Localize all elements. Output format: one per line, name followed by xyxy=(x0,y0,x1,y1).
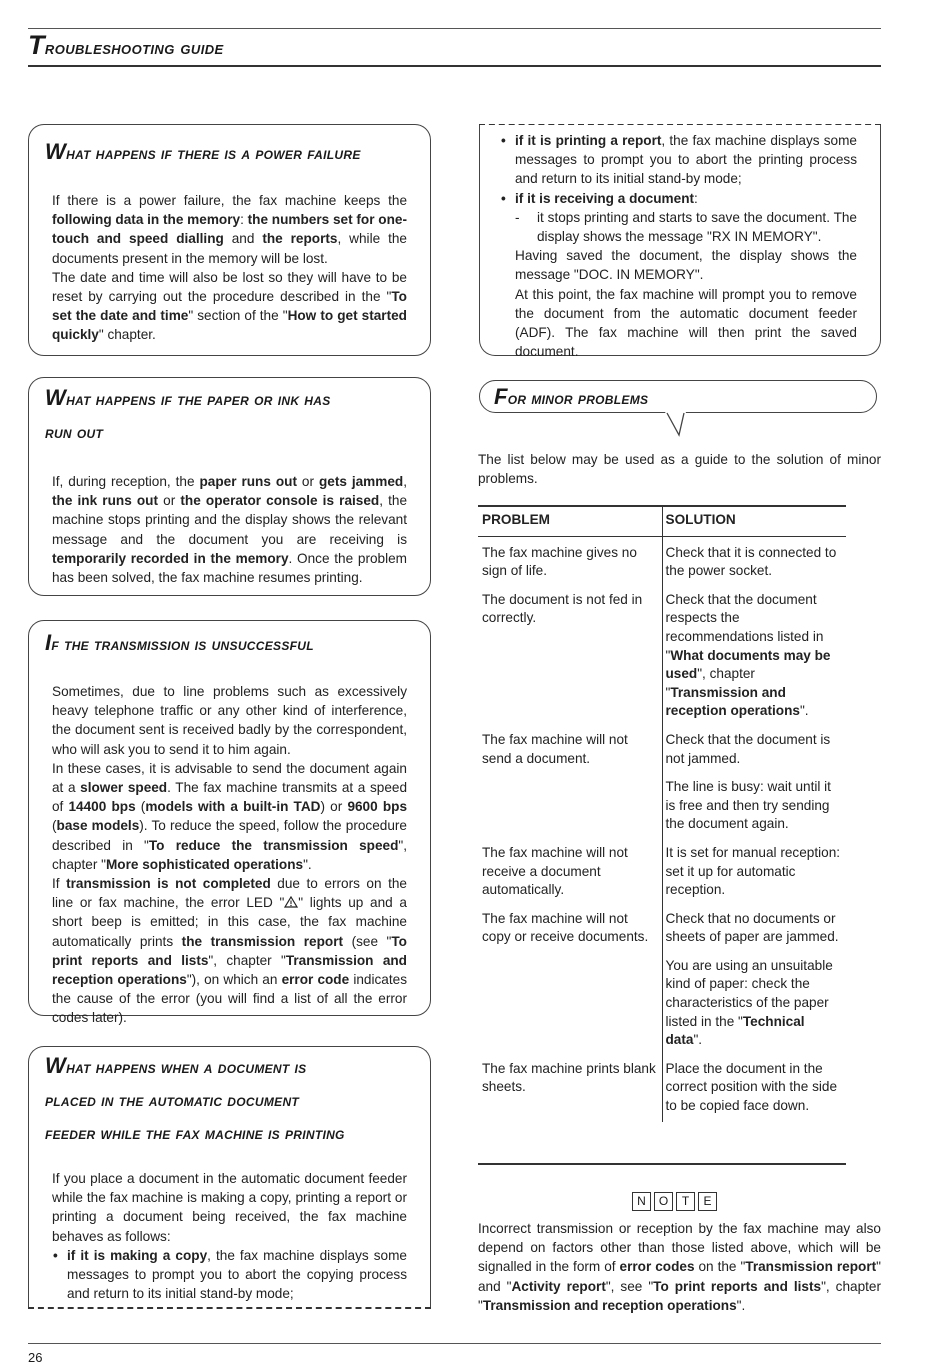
problem-cell: The fax machine will not copy or receive documents. xyxy=(478,906,662,953)
table-header-row xyxy=(478,506,846,536)
table-row xyxy=(478,727,846,774)
solution-cell: It is set for manual reception: set it up for automatic reception. xyxy=(665,844,841,898)
solution-cell: Place the document in the correct position with the side to be copied face down. xyxy=(665,1060,838,1114)
transmission-text: Sometimes, due to line problems such as excessively heavy telephone traffic or any other kind of interference, the document sent is received badly by the correspondent, who will ask you to send it to him again. In these cases, it is advisable to send the document again at a slower speed. The fax machine transmits at a speed of 14400 bps (models with a built-in TAD) or 9600 bps (base models). To reduce the speed, follow the procedure described in "To reduce the transmission speed", chapter "More sophisticated operations". If transmission is not completed due to errors on the line or fax machine, the error LED " " lights up and a short beep is emitted; in this case, the fax machine automatically prints the transmission report (see "To print reports and lists", chapter "Transmission and reception operations"), on which an error code indicates the cause of the error (you will find a list of all the error codes later). xyxy=(52,684,408,1026)
transmission-box xyxy=(28,620,431,1026)
page-number: 26 xyxy=(28,1350,43,1365)
transmission-title xyxy=(45,626,314,661)
adf-title xyxy=(45,1049,345,1150)
problem-cell: The fax machine will not receive a document automatically. xyxy=(478,840,662,906)
table-row xyxy=(478,906,846,953)
page-title-rest: roubleshooting guide xyxy=(44,38,224,59)
adf-title-line2: placed in the automatic document xyxy=(45,1091,300,1110)
note-label xyxy=(632,1192,720,1211)
problem-cell: The document is not fed in correctly. xyxy=(478,587,662,727)
power-failure-title xyxy=(45,135,361,170)
continuation-text: • if it is printing a report, the fax machine displays some messages to prompt you to abort the printing process and return to its initial stand-by mode; • if it is receiving a document: - it stops printing and starts to save the document. The display shows the message "RX IN MEMORY". Having saved the document, the display shows the message "DOC. IN MEMORY". At this point, the fax machine will prompt you to remove the document from the automatic document feeder (ADF). The fax machine will then print the saved document. xyxy=(500,131,857,361)
paper-ink-text: If, during reception, the paper runs out or gets jammed, the ink runs out or the operator console is raised, the machine stops printing and the display shows the relevant message and the document you are receiving is temporarily recorded in the memory. Once the problem has been solved, the fax machine resumes printing. xyxy=(52,474,408,586)
problem-solution-table xyxy=(478,506,846,1122)
minor-problems-title xyxy=(494,380,648,415)
table-row xyxy=(478,587,846,727)
adf-title-line1: hat happens when a document is xyxy=(66,1058,307,1077)
problem-cell xyxy=(478,774,662,840)
minor-problems-title-rest: or minor problems xyxy=(507,389,649,408)
paper-ink-box xyxy=(28,377,431,596)
note-letter: T xyxy=(676,1192,695,1211)
note-letter: N xyxy=(632,1192,651,1211)
power-failure-title-initial: W xyxy=(45,139,67,164)
power-failure-text: If there is a power failure, the fax machine keeps the following data in the memory: the numbers set for one-touch and speed dialling and the reports, while the documents present in the memory will be lost. The date and time will also be lost so they will have to be reset by carrying out the procedure described in the "To set the date and time" section of the "How to get started quickly" chapter. xyxy=(52,193,407,343)
problem-cell: The fax machine will not send a document. xyxy=(478,727,662,774)
adf-text: If you place a document in the automatic document feeder while the fax machine is making a copy, printing a report or printing a document being received, the fax machine behaves as follows: • if it is making a copy, the fax machine displays some messages to prompt you to abort the copying process and return to its initial stand-by mode; xyxy=(52,1169,407,1303)
problem-cell xyxy=(478,953,662,1056)
solution-cell: Check that it is connected to the power socket. xyxy=(665,544,837,579)
note-letter: O xyxy=(654,1192,673,1211)
solution-cell: Check that no documents or sheets of paper are jammed. xyxy=(665,910,839,945)
footer-rule xyxy=(28,1343,881,1344)
table-row xyxy=(478,774,846,840)
power-failure-box xyxy=(28,124,431,356)
table-row xyxy=(478,953,846,1056)
adf-title-line3: feeder while the fax machine is printing xyxy=(45,1124,345,1143)
adf-box xyxy=(28,1046,431,1308)
solution-cell: Check that the document is not jammed. xyxy=(665,731,831,766)
page-title-initial: T xyxy=(28,30,45,60)
problem-cell: The fax machine prints blank sheets. xyxy=(478,1056,662,1122)
warning-triangle-icon xyxy=(284,896,298,908)
callout-pointer-icon xyxy=(664,411,688,437)
transmission-title-rest: f the transmission is unsuccessful xyxy=(51,635,314,654)
column-header-problem: PROBLEM xyxy=(478,506,662,536)
transmission-title-initial: I xyxy=(45,630,52,655)
table-row xyxy=(478,840,846,906)
note-letter: E xyxy=(698,1192,717,1211)
table-row xyxy=(478,536,846,587)
paper-ink-title-initial: W xyxy=(45,385,67,410)
table-bottom-rule xyxy=(478,1163,846,1165)
solution-cell: Check that the document respects the recommendations listed in "What documents may be used", chapter "Transmission and reception operations". xyxy=(665,591,831,719)
title-underline xyxy=(28,65,881,67)
adf-continue-dashes xyxy=(28,1307,431,1309)
problem-cell: The fax machine gives no sign of life. xyxy=(478,536,662,587)
minor-problems-title-initial: F xyxy=(494,384,508,409)
power-failure-title-rest: hat happens if there is a power failure xyxy=(66,144,361,163)
minor-problems-intro: The list below may be used as a guide to the solution of minor problems. xyxy=(478,452,881,487)
solution-cell: The line is busy: wait until it is free and then try sending the document again. xyxy=(665,779,831,832)
solution-cell: You are using an unsuitable kind of paper: check the characteristics of the paper listed in the "Technical data". xyxy=(665,957,833,1048)
minor-problems-tab xyxy=(479,380,877,413)
column-header-solution: SOLUTION xyxy=(662,506,846,536)
table-row xyxy=(478,1056,846,1122)
adf-title-initial: W xyxy=(45,1053,67,1078)
top-rule xyxy=(28,28,881,29)
paper-ink-title xyxy=(45,381,331,449)
continuation-box xyxy=(479,125,881,360)
note-text: Incorrect transmission or reception by the fax machine may also depend on factors other than those listed above, which will be signalled in the form of error codes on the "Transmission report" and "Activity report", see "To print reports and lists", chapter "Transmission and reception operations". xyxy=(478,1221,881,1313)
paper-ink-title-line2: run out xyxy=(45,423,104,442)
paper-ink-title-line1: hat happens if the paper or ink has xyxy=(66,390,331,409)
page-title xyxy=(28,30,224,61)
